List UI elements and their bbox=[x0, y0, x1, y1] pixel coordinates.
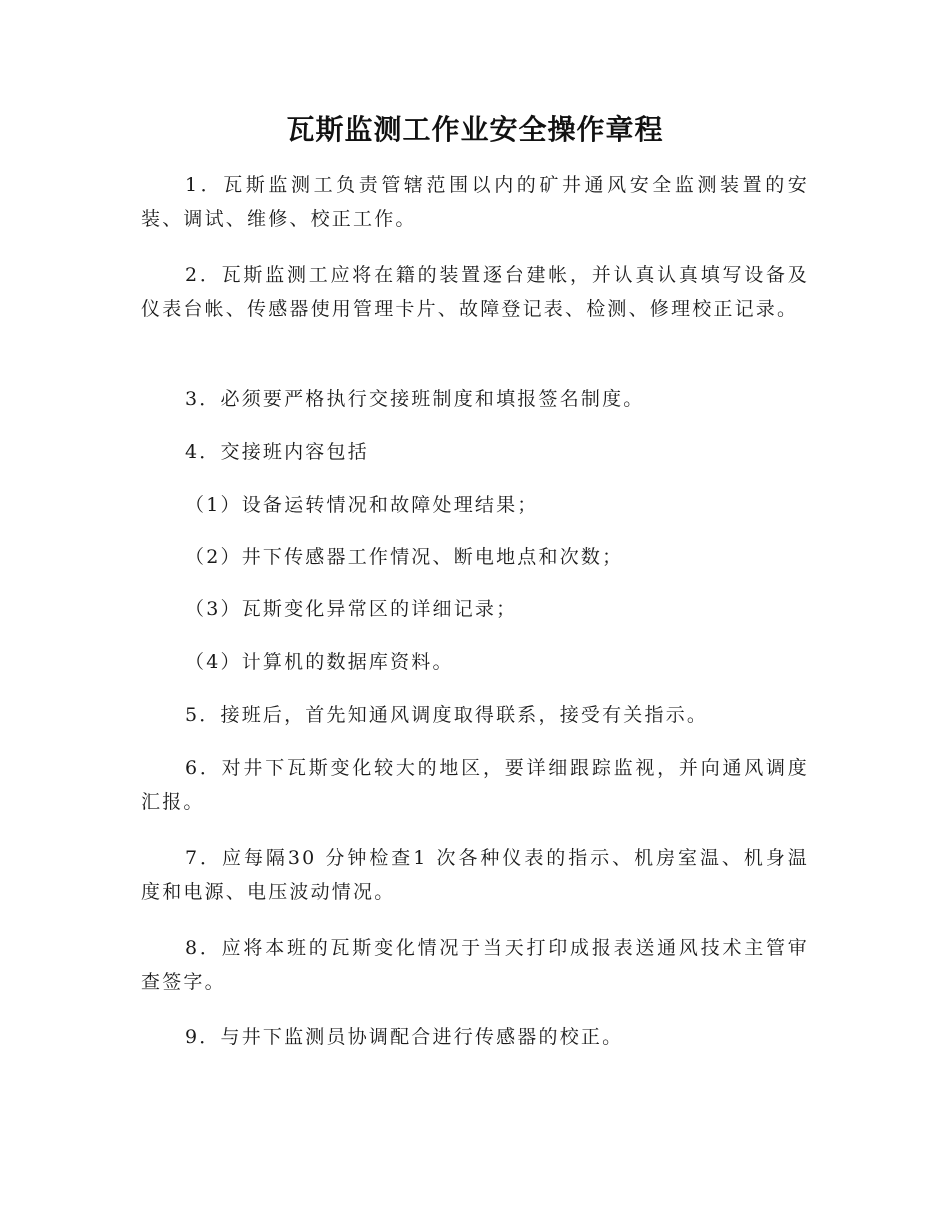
sub-item-3: （3）瓦斯变化异常区的详细记录； bbox=[185, 598, 518, 620]
paragraph-4: 4．交接班内容包括 bbox=[185, 441, 369, 463]
paragraph-6: 6．对井下瓦斯变化较大的地区，要详细跟踪监视，并向通风调度汇报。 bbox=[141, 757, 809, 813]
sub-item-4: （4）计算机的数据库资料。 bbox=[185, 651, 454, 673]
sub-item-1: （1）设备运转情况和故障处理结果； bbox=[185, 494, 539, 516]
sub-item-2: （2）井下传感器工作情况、断电地点和次数； bbox=[185, 546, 624, 568]
paragraph-1: 1．瓦斯监测工负责管辖范围以内的矿井通风安全监测装置的安装、调试、维修、校正工作。 bbox=[141, 174, 809, 230]
paragraph-7: 7．应每隔30 分钟检查1 次各种仪表的指示、机房室温、机身温度和电源、电压波动情况。 bbox=[141, 847, 809, 903]
paragraph-3: 3．必须要严格执行交接班制度和填报签名制度。 bbox=[185, 388, 645, 410]
document-title: 瓦斯监测工作业安全操作章程 bbox=[286, 113, 664, 146]
paragraph-8: 8．应将本班的瓦斯变化情况于当天打印成报表送通风技术主管审查签字。 bbox=[141, 937, 809, 993]
paragraph-2: 2．瓦斯监测工应将在籍的装置逐台建帐，并认真认真填写设备及仪表台帐、传感器使用管理卡片、故障登记表、检测、修理校正记录。 bbox=[141, 264, 809, 320]
paragraph-9: 9．与井下监测员协调配合进行传感器的校正。 bbox=[185, 1026, 624, 1048]
paragraph-5: 5．接班后，首先知通风调度取得联系，接受有关指示。 bbox=[185, 704, 709, 726]
